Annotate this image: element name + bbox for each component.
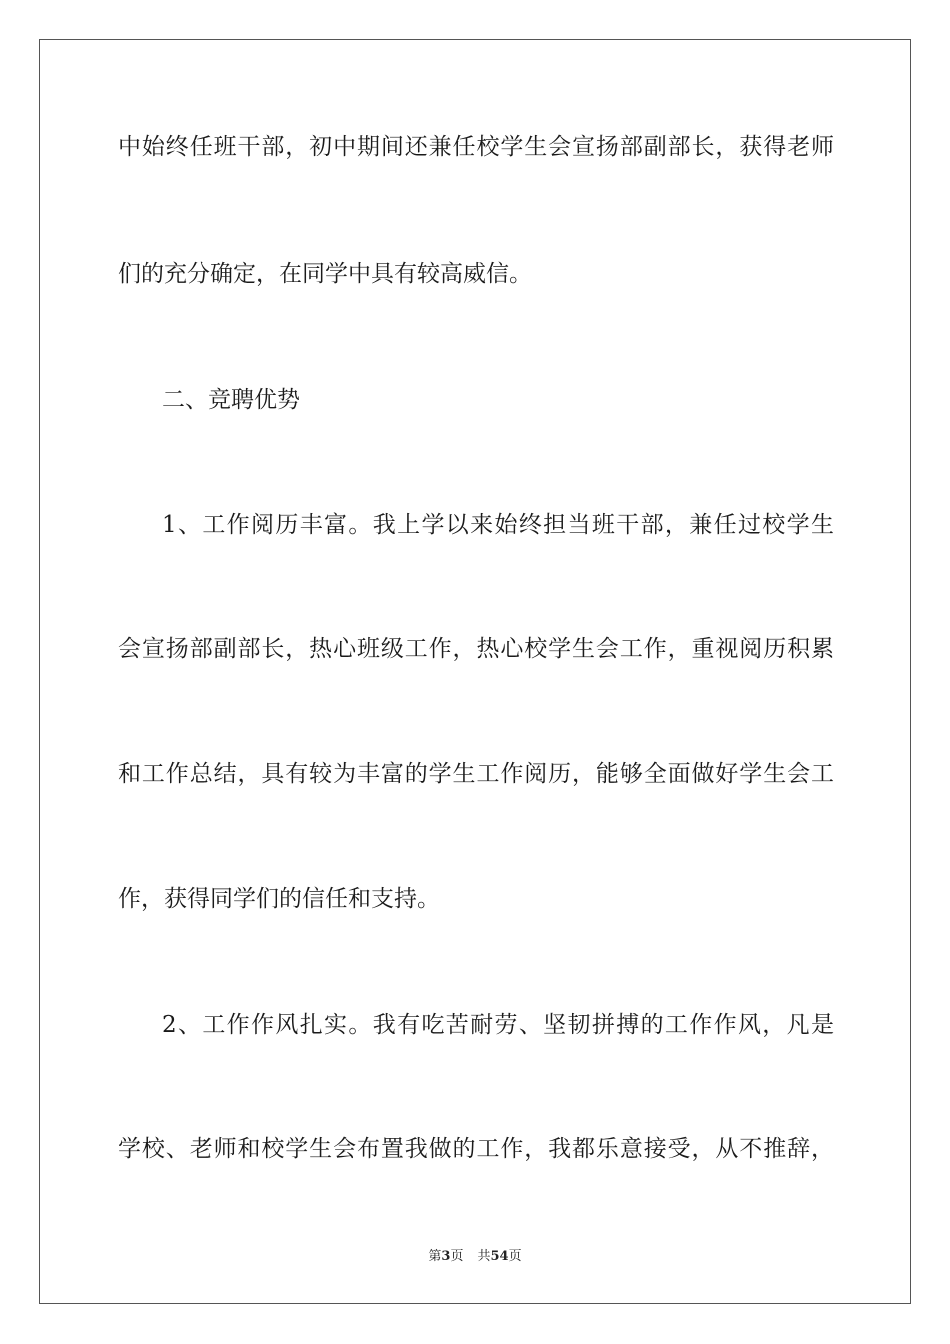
section-heading: 二、竞聘优势 bbox=[162, 387, 300, 413]
page-footer bbox=[0, 1248, 950, 1266]
footer-total-pages: 54 bbox=[490, 1249, 509, 1264]
body-line-9: 学校、老师和校学生会布置我做的工作，我都乐意接受，从不推辞， bbox=[118, 1136, 834, 1162]
body-line-5: 会宣扬部副部长，热心班级工作，热心校学生会工作，重视阅历积累 bbox=[118, 636, 834, 662]
body-line-2: 们的充分确定，在同学中具有较高威信。 bbox=[118, 261, 532, 287]
footer-total-prefix: 共 bbox=[477, 1249, 491, 1264]
footer-page-suffix: 页 bbox=[450, 1249, 464, 1264]
body-line-6: 和工作总结，具有较为丰富的学生工作阅历，能够全面做好学生会工 bbox=[118, 761, 834, 787]
body-line-7: 作，获得同学们的信任和支持。 bbox=[118, 886, 440, 912]
footer-page-prefix: 第 bbox=[428, 1249, 442, 1264]
body-line-1: 中始终任班干部，初中期间还兼任校学生会宣扬部副部长，获得老师 bbox=[118, 134, 834, 160]
footer-total-suffix: 页 bbox=[508, 1249, 522, 1264]
body-line-8: 2、工作作风扎实。我有吃苦耐劳、坚韧拼搏的工作作风，凡是 bbox=[162, 1012, 834, 1038]
page-border bbox=[39, 39, 911, 1304]
footer-page-number: 3 bbox=[441, 1249, 451, 1264]
body-line-4: 1、工作阅历丰富。我上学以来始终担当班干部，兼任过校学生 bbox=[162, 512, 834, 538]
